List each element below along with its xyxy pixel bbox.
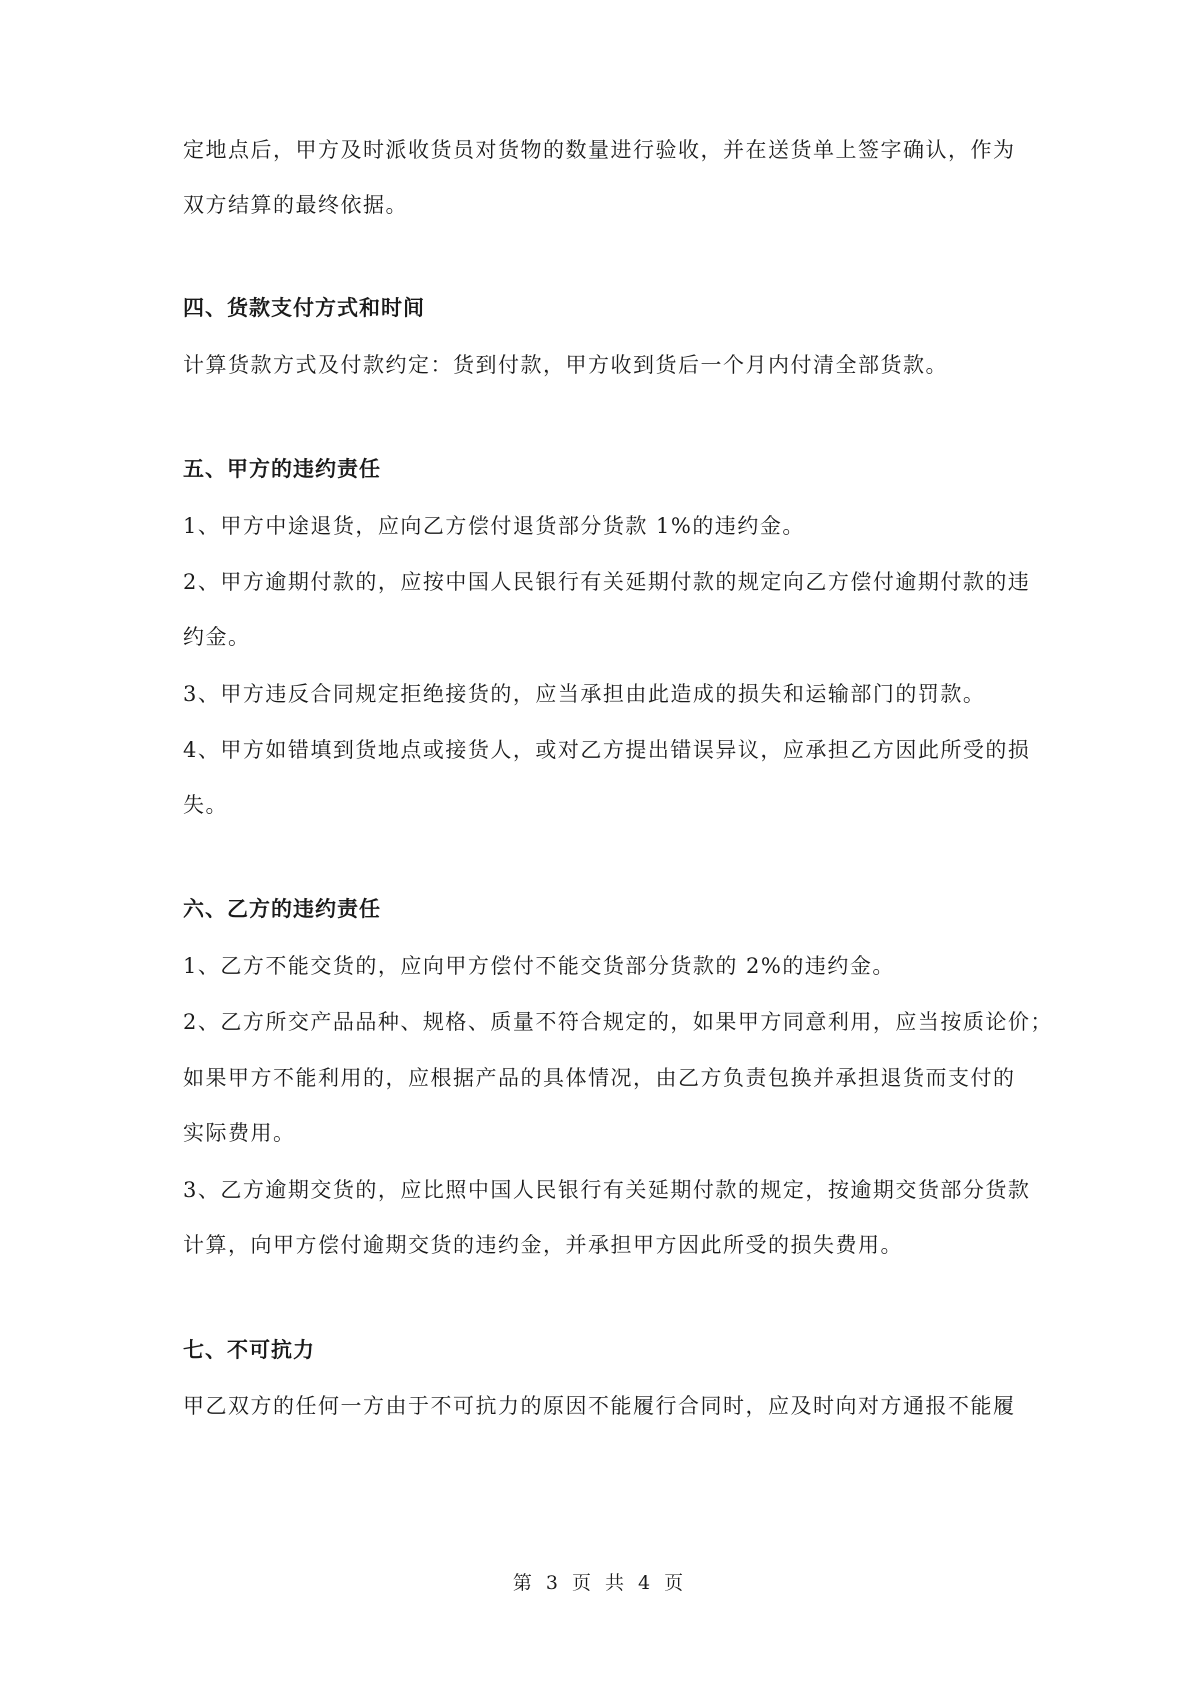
section-6-item-2-line-3: 实际费用。 [183,1121,296,1145]
section-6-item-3-line-2: 计算，向甲方偿付逾期交货的违约金，并承担甲方因此所受的损失费用。 [183,1233,903,1257]
section-4-line-1: 计算货款方式及付款约定：货到付款，甲方收到货后一个月内付清全部货款。 [183,353,948,377]
continuation-line-2: 双方结算的最终依据。 [183,193,408,217]
section-5-heading: 五、甲方的违约责任 [183,457,381,481]
section-6-item-2-line-1: 2、乙方所交产品品种、规格、质量不符合规定的，如果甲方同意利用，应当按质论价； [183,1010,1053,1034]
section-7-heading: 七、不可抗力 [183,1338,315,1362]
section-5-item-2-line-2: 约金。 [183,625,251,649]
section-6-heading: 六、乙方的违约责任 [183,897,381,921]
section-4-heading: 四、货款支付方式和时间 [183,296,425,320]
section-5-item-1: 1、甲方中途退货，应向乙方偿付退货部分货款 1%的违约金。 [183,514,805,538]
section-6-item-3-line-1: 3、乙方逾期交货的，应比照中国人民银行有关延期付款的规定，按逾期交货部分货款 [183,1178,1031,1202]
section-7-line-1: 甲乙双方的任何一方由于不可抗力的原因不能履行合同时，应及时向对方通报不能履 [183,1394,1016,1418]
section-5-item-2-line-1: 2、甲方逾期付款的，应按中国人民银行有关延期付款的规定向乙方偿付逾期付款的违 [183,570,1031,594]
section-5-item-4-line-2: 失。 [183,793,228,817]
continuation-line-1: 定地点后，甲方及时派收货员对货物的数量进行验收，并在送货单上签字确认，作为 [183,138,1016,162]
section-5-item-4-line-1: 4、甲方如错填到货地点或接货人，或对乙方提出错误异议，应承担乙方因此所受的损 [183,738,1031,762]
section-6-item-2-line-2: 如果甲方不能利用的，应根据产品的具体情况，由乙方负责包换并承担退货而支付的 [183,1066,1016,1090]
section-6-item-1: 1、乙方不能交货的，应向甲方偿付不能交货部分货款的 2%的违约金。 [183,954,895,978]
page-number-footer: 第 3 页 共 4 页 [512,1572,688,1594]
section-5-item-3: 3、甲方违反合同规定拒绝接货的，应当承担由此造成的损失和运输部门的罚款。 [183,682,986,706]
